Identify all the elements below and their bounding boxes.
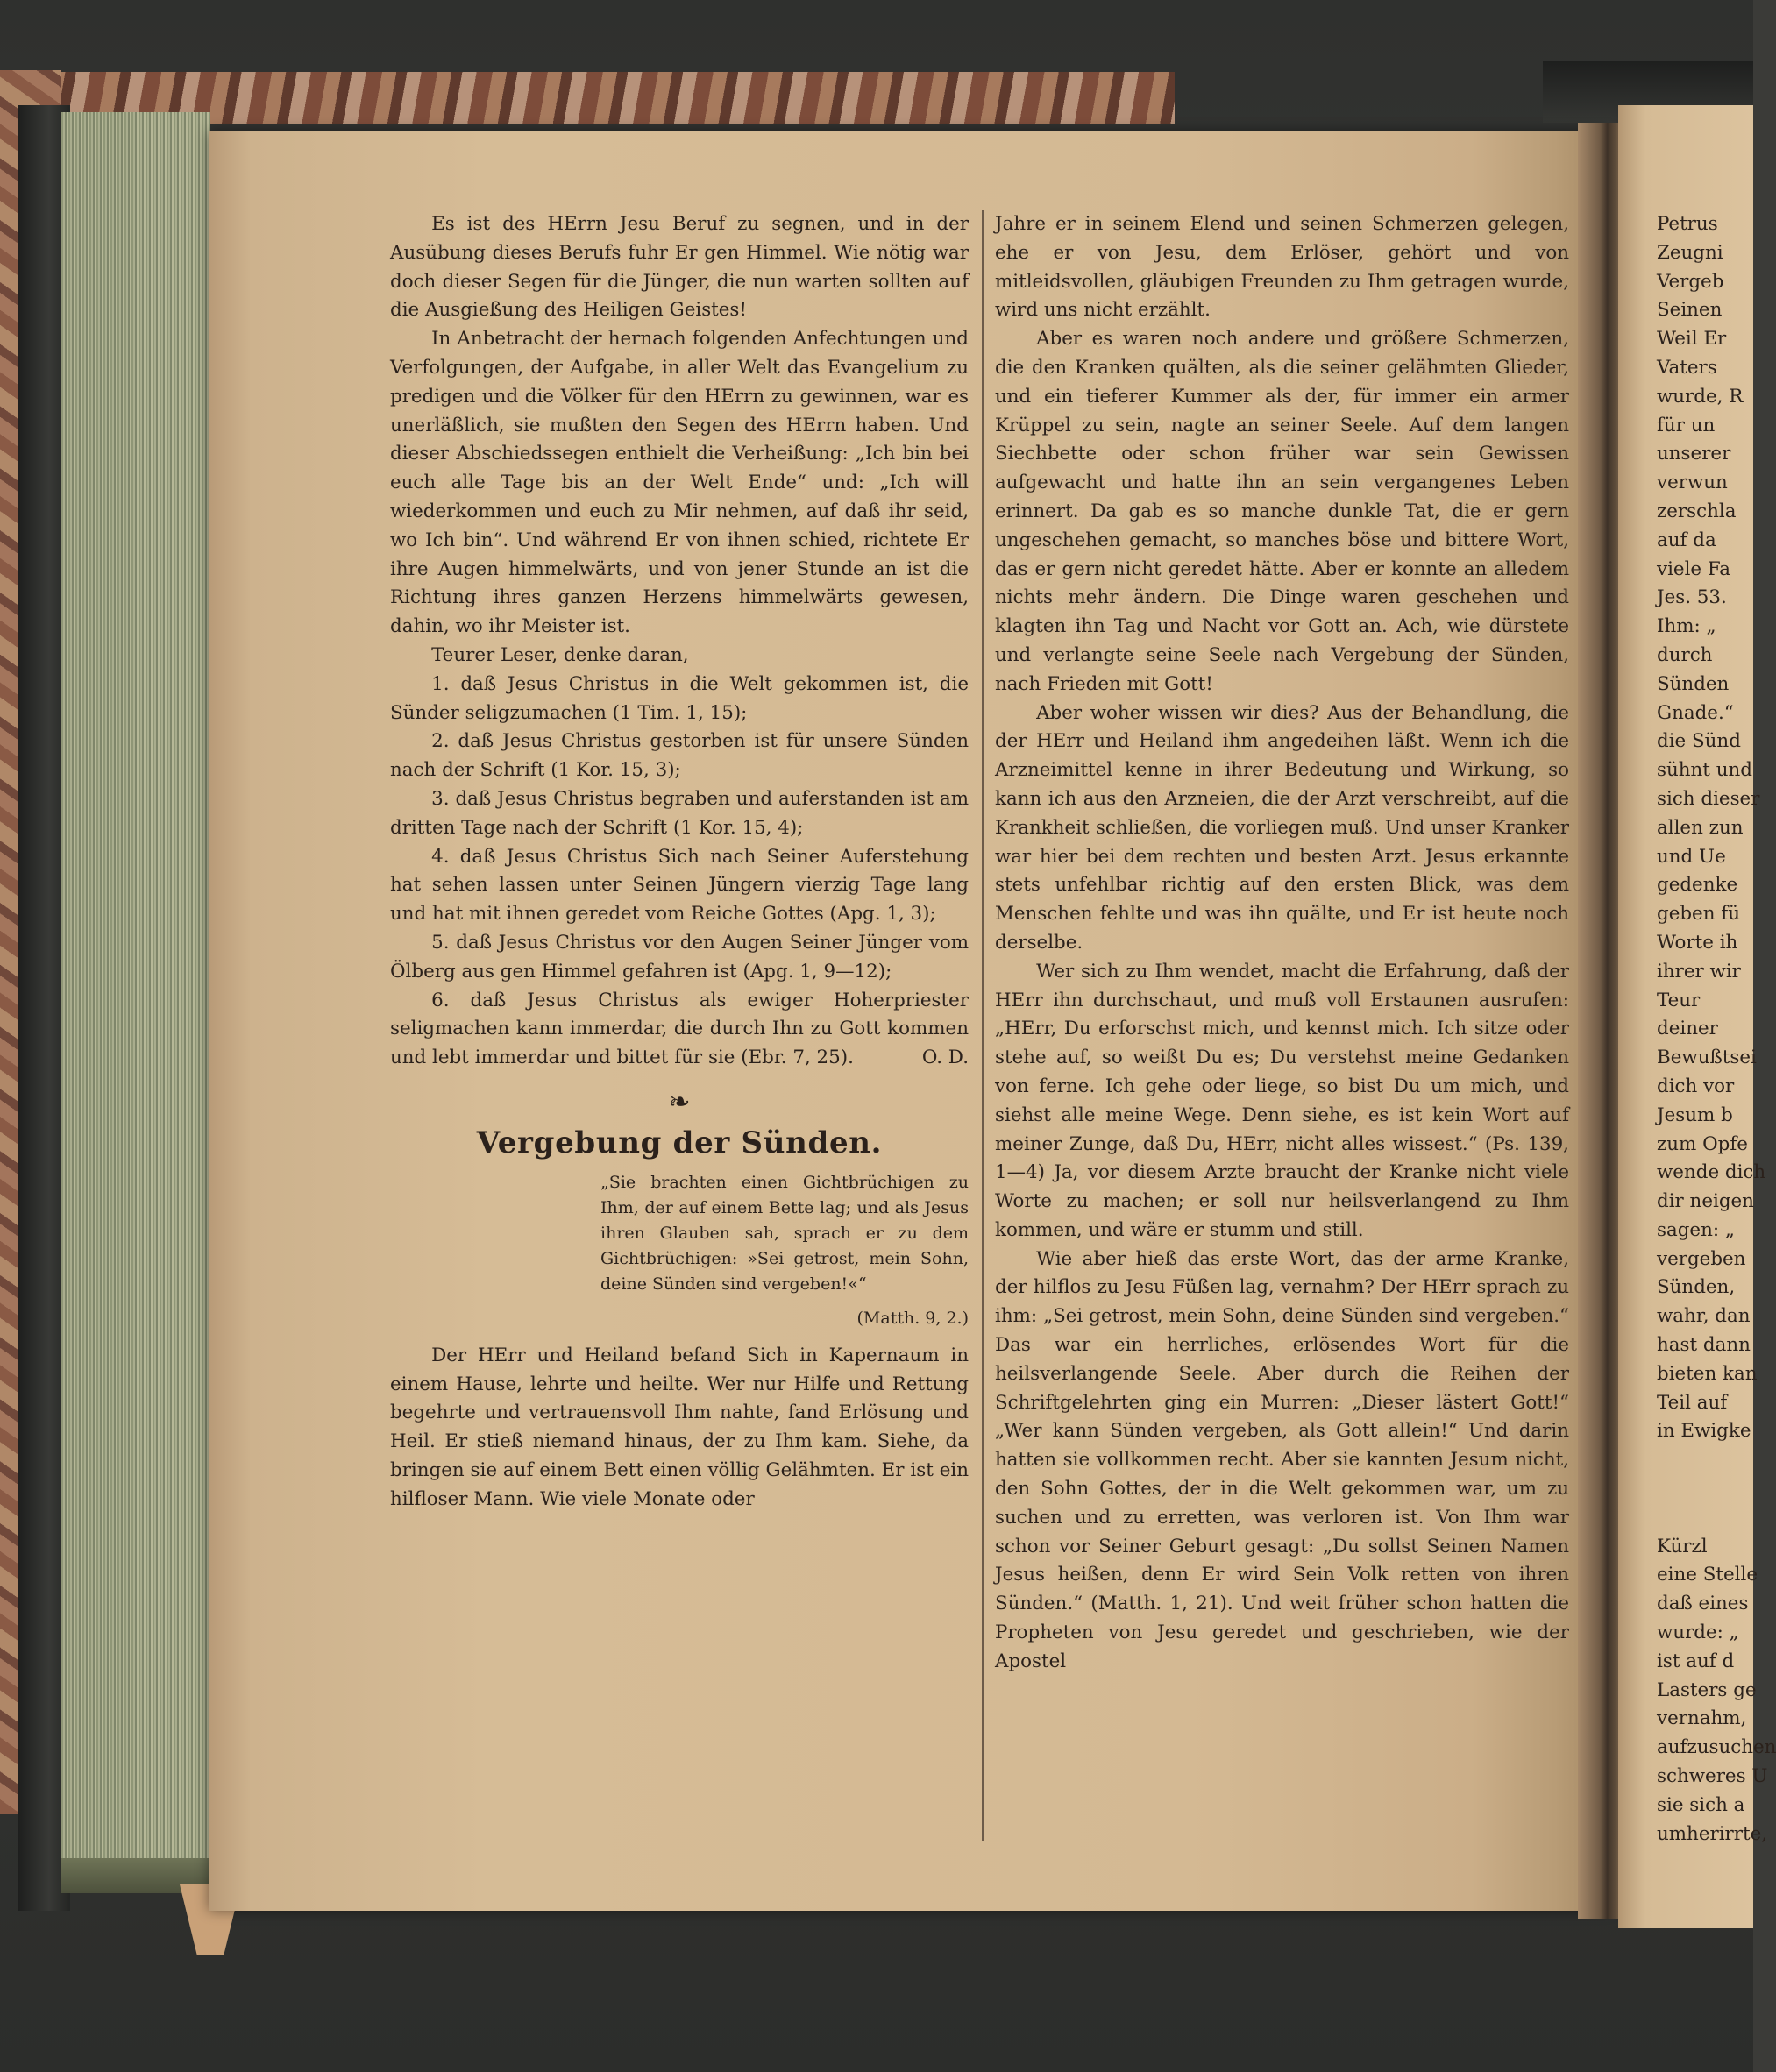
right-column-line: aufzusuchen bbox=[1657, 1736, 1776, 1759]
paragraph: Es ist des HErrn Jesu Beruf zu segnen, und in der Ausübung dieses Berufs fuhr Er gen Himmel. Wie nötig war doch dieser Segen für die Jünger, die nun warten sollten auf die Ausgießung des Heiligen Geistes! bbox=[390, 213, 969, 322]
right-column-line: vernahm, bbox=[1657, 1707, 1747, 1730]
right-column-line: auf da bbox=[1657, 529, 1716, 551]
list-item: 5. daß Jesus Christus vor den Augen Seiner Jünger vom Ölberg aus gen Himmel gefahren ist (Apg. 1, 9—12); bbox=[390, 931, 969, 983]
right-column-line: durch bbox=[1657, 643, 1713, 666]
right-column-line: sie sich a bbox=[1657, 1793, 1745, 1816]
right-column-line bbox=[1657, 1475, 1771, 1504]
right-column-line: Bewußtsei bbox=[1657, 1047, 1757, 1069]
right-column-line: Sünden, bbox=[1657, 1276, 1736, 1299]
paragraph: Aber woher wissen wir dies? Aus der Behandlung, die der HErr und Heiland ihm angedeihen läßt. Wenn ich die Arzneimittel kenne in ihrer Bedeutung und Wirkung, so kann ich aus den Arzneien, die der Arzt verschreibt, auf die Krankheit schließen, die vorliegen muß. Und unser Kranker war hier bei dem rechten und besten Arzt. Jesus erkannte stets unfehlbar richtig auf den ersten Blick, was dem Menschen fehlte und was ihn quälte, und Er ist heute noch derselbe. bbox=[995, 701, 1569, 954]
right-column-line: wende dich bbox=[1657, 1161, 1766, 1184]
right-column-line: Ihm: „ bbox=[1657, 615, 1716, 638]
right-column-line: und Ue bbox=[1657, 845, 1726, 868]
right-column-line bbox=[1657, 1504, 1771, 1533]
epigraph: „Sie brachten einen Gichtbrüchigen zu Ihm, der auf einem Bette lag; und als Jesus ihren Glauben sah, sprach er zu dem Gichtbrüchigen: »Sei getrost, mein Sohn, deine Sünden sind vergeben!«“ bbox=[600, 1172, 969, 1294]
right-column-line: daß eines bbox=[1657, 1593, 1749, 1615]
paragraph: Aber es waren noch andere und größere Schmerzen, die den Kranken quälten, als die seiner gelähmten Glieder, und ein tieferer Kummer als der, für immer ein armer Krüppel zu sein, nagte an seiner Seele. Auf dem langen Siechbette oder schon früher war sein Gewissen aufgewacht und hatte ihn an sein vergangenes Leben erinnert. Da gab es so manche dunkle Tat, die er gern ungeschehen gemacht, so manches böse und bittere Wort, das er gern nicht geredet hätte. Aber er konnte an alledem nichts mehr ändern. Die Dinge waren geschehen und klagten ihn Tag und Nacht vor Gott an. Ach, wie dürstete und verlangte seine Seele nach Vergebung der Sünden, nach Frieden mit Gott! bbox=[995, 328, 1569, 695]
paragraph: In Anbetracht der hernach folgenden Anfechtungen und Verfolgungen, der Aufgabe, in aller Welt das Evangelium zu predigen und die Völker für den HErrn zu gewinnen, war es unerläßlich, sie mußten den Segen des HErrn haben. Und dieser Abschiedssegen enthielt die Verheißung: „Ich bin bei euch alle Tage bis an der Welt Ende“ und: „Ich will wiederkommen und euch zu Mir nehmen, auf daß ihr seid, wo Ich bin“. Und während Er von ihnen schied, richtete Er ihre Augen himmelwärts, und von jener Stunde an ist die Richtung ihres ganzen Herzens himmelwärts gewesen, dahin, wo ihr Meister ist. bbox=[390, 328, 969, 638]
right-column-line: schweres U bbox=[1657, 1765, 1768, 1788]
right-column-line: wahr, dan bbox=[1657, 1305, 1751, 1328]
right-column-line: hast dann bbox=[1657, 1334, 1751, 1357]
paragraph: Wer sich zu Ihm wendet, macht die Erfahrung, daß der HErr ihn durchschaut, und muß voll Erstaunen ausrufen: „HErr, Du erforschst mich, und kennst mich. Ich sitze oder stehe auf, so weißt Du es; Du verstehst meine Gedanken von ferne. Ich gehe oder liege, so bist Du um mich, und siehst alle meine Wege. Denn siehe, es ist kein Wort auf meiner Zunge, daß Du, HErr, nicht alles wissest.“ (Ps. 139, 1—4) Ja, vor diesem Arzte braucht der Kranke nicht viele Worte zu machen; er soll nur heilsverlangend zu Ihm kommen, und wäre er stumm und still. bbox=[995, 960, 1569, 1241]
middle-column bbox=[995, 210, 1569, 1677]
right-column-line: zerschla bbox=[1657, 500, 1737, 522]
paragraph: Teurer Leser, denke daran, bbox=[431, 643, 689, 666]
list-item: 1. daß Jesus Christus in die Welt gekommen ist, die Sünder seligzumachen (1 Tim. 1, 15); bbox=[390, 672, 969, 724]
right-column-line: Kürzl bbox=[1657, 1535, 1708, 1558]
epigraph-reference: (Matth. 9, 2.) bbox=[856, 1308, 969, 1328]
right-column-line: sich dieser bbox=[1657, 787, 1760, 810]
right-column-line: Sünden bbox=[1657, 672, 1730, 695]
right-column-line: eine Stelle bbox=[1657, 1564, 1758, 1586]
right-column-line: die Sünd bbox=[1657, 730, 1741, 753]
right-column-line: zum Opfe bbox=[1657, 1132, 1748, 1155]
right-column-line: Gnade.“ bbox=[1657, 701, 1734, 724]
right-column-line: Worte ih bbox=[1657, 931, 1738, 954]
right-column-line: viele Fa bbox=[1657, 557, 1731, 580]
list-item-text: 6. daß Jesus Christus als ewiger Hoherpriester seligmachen kann immerdar, die durch Ihn zu Gott kommen und lebt immerdar und bittet für sie (Ebr. 7, 25). bbox=[390, 989, 969, 1069]
right-column-line: allen zun bbox=[1657, 816, 1744, 839]
right-column-line: Vaters bbox=[1657, 356, 1717, 379]
right-column-line: unserer bbox=[1657, 443, 1731, 465]
right-column-line: ihrer wir bbox=[1657, 960, 1741, 983]
author-signature: O. D. bbox=[921, 1047, 969, 1069]
right-column-line: Petrus bbox=[1657, 213, 1718, 235]
right-column-line: deiner bbox=[1657, 1018, 1718, 1040]
right-column-line: sagen: „ bbox=[1657, 1218, 1735, 1241]
right-column-line: ist auf d bbox=[1657, 1650, 1735, 1672]
right-column-line: Weil Er bbox=[1657, 328, 1727, 351]
section-heading: Vergebung der Sünden. bbox=[476, 1125, 883, 1160]
right-column-line: Vergeb bbox=[1657, 270, 1724, 293]
right-column-line: vergeben bbox=[1657, 1247, 1746, 1270]
right-column-line: wurde: „ bbox=[1657, 1621, 1739, 1644]
ornament-icon: ❧ bbox=[668, 1086, 691, 1118]
page-edges bbox=[61, 112, 210, 1874]
right-column-line: Zeugni bbox=[1657, 241, 1723, 264]
right-column-line: verwun bbox=[1657, 472, 1728, 494]
right-column-line: in Ewigke bbox=[1657, 1420, 1751, 1443]
right-column-line: sühnt und bbox=[1657, 759, 1752, 782]
right-column-line: für un bbox=[1657, 414, 1716, 436]
right-column-line: gedenke bbox=[1657, 874, 1738, 897]
right-column-line: geben fü bbox=[1657, 903, 1740, 926]
left-column bbox=[390, 210, 969, 1514]
list-item: 4. daß Jesus Christus Sich nach Seiner Auferstehung hat sehen lassen unter Seinen Jüngern vierzig Tage lang und hat mit ihnen geredet vom Reiche Gottes (Apg. 1, 3); bbox=[390, 845, 969, 926]
right-column-line: wurde, R bbox=[1657, 385, 1744, 408]
right-column-cropped bbox=[1657, 210, 1776, 1848]
right-column-line: umherirrte, bbox=[1657, 1822, 1768, 1845]
right-column-line: dich vor bbox=[1657, 1075, 1735, 1097]
list-item bbox=[390, 987, 969, 1073]
list-item: 2. daß Jesus Christus gestorben ist für unsere Sünden nach der Schrift (1 Kor. 15, 3); bbox=[390, 730, 969, 782]
paragraph: Wie aber hieß das erste Wort, das der arme Kranke, der hilflos zu Jesu Füßen lag, vernahm? Der HErr sprach zu ihm: „Sei getrost, mein Sohn, deine Sünden sind vergeben.“ Das war ein herrliches, erlösendes Wort für die heilsverlangende Seele. Aber durch die Reihen der Schriftgelehrten ging ein Murren: „Dieser lästert Gott!“ „Wer kann Sünden vergeben, als Gott allein!“ Und darin hatten sie vollkommen recht. Aber sie kannten Jesum nicht, den Sohn Gottes, der in die Welt gekommen war, um zu suchen und zu erretten, was verloren ist. Von Ihm war schon vor Seiner Geburt gesagt: „Du sollst Seinen Namen Jesus heißen, denn Er wird Sein Volk retten von ihren Sünden.“ (Matth. 1, 21). Und weit früher schon hatten die Propheten von Jesu geredet und geschrieben, wie der Apostel bbox=[995, 1247, 1569, 1672]
paragraph: Der HErr und Heiland befand Sich in Kapernaum in einem Hause, lehrte und heilte. Wer nur Hilfe und Rettung begehrte und vertrauensvoll Ihm nahte, fand Erlösung und Heil. Er stieß niemand hinaus, der zu Ihm kam. Siehe, da bringen sie auf einem Bett einen völlig Gelähmten. Er ist ein hilfloser Mann. Wie viele Monate oder bbox=[390, 1344, 969, 1510]
right-column-line: Jes. 53. bbox=[1657, 586, 1727, 609]
right-column-line: Seinen bbox=[1657, 299, 1723, 322]
right-column-line bbox=[1657, 1446, 1771, 1475]
right-column-line: Teil auf bbox=[1657, 1391, 1728, 1414]
right-column-line: Jesum b bbox=[1657, 1103, 1733, 1126]
right-column-line: bieten kan bbox=[1657, 1362, 1758, 1385]
list-item: 3. daß Jesus Christus begraben und auferstanden ist am dritten Tage nach der Schrift (1 Kor. 15, 4); bbox=[390, 787, 969, 839]
right-column-line: dir neigen bbox=[1657, 1190, 1754, 1213]
right-column-line: Teur bbox=[1657, 989, 1701, 1011]
paragraph: Jahre er in seinem Elend und seinen Schmerzen gelegen, ehe er von Jesu, dem Erlöser, gehört und von mitleidsvollen, gläubigen Freunden zu Ihm getragen wurde, wird uns nicht erzählt. bbox=[995, 213, 1569, 322]
column-rule bbox=[982, 210, 984, 1841]
right-column-line: Lasters ge bbox=[1657, 1678, 1757, 1701]
